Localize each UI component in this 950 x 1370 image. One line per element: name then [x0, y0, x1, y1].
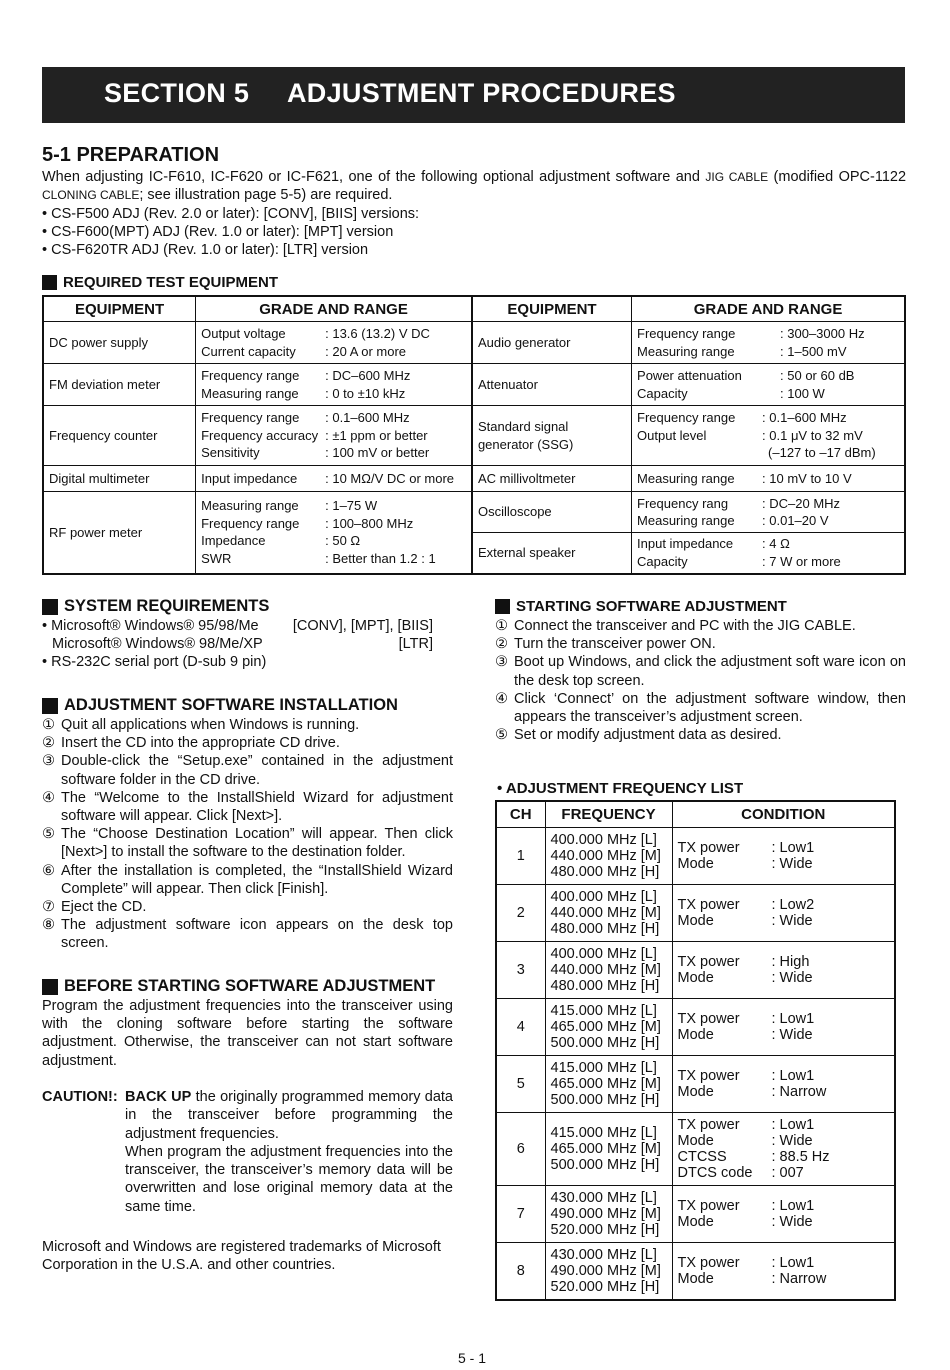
list-item: ⑥ After the installation is completed, the “InstallShield Wizard Complete” will appear. Then click [Finish].: [42, 862, 453, 897]
system-requirements-list: • Microsoft® Windows® 95/98/Me [CONV], [MPT], [BIIS] Microsoft® Windows® 98/Me/XP [LTR] • RS-232C serial port (D-sub 9 pin): [42, 618, 433, 671]
preparation-body: [42, 168, 906, 259]
frequency-table: [495, 800, 896, 1301]
square-bullet-icon: [42, 979, 58, 995]
software-bullet: • CS-F620TR ADJ (Rev. 1.0 or later): [LTR] version: [42, 242, 369, 259]
list-item: ① Connect the transceiver and PC with the JIG CABLE.: [495, 618, 856, 634]
table-row: RF power meter Measuring range : 1–75 W Frequency range : 100–800 MHz Impedance : 50 Ω SWR : Better than 1.2 : 1 Oscilloscope Frequency rang : DC–20 MHz Measuring range : 0.01–20 V: [43, 492, 905, 533]
software-bullet: • CS-F600(MPT) ADJ (Rev. 1.0 or later): [MPT] version: [42, 223, 394, 240]
installation-steps: [42, 716, 453, 953]
table-row: FM deviation meter Frequency range : DC–600 MHz Measuring range : 0 to ±10 kHz Attenuator Power attenuation : 50 or 60 dB Capacity : 100 W: [43, 364, 905, 406]
preparation-intro: When adjusting IC-F610, IC-F620 or IC-F621, one of the following optional adjustment software and JIG CABLE (modified OPC-1122 CLONING CABLE; see illustration page 5-5) are required.: [42, 169, 907, 204]
installation-heading: ADJUSTMENT SOFTWARE INSTALLATION: [42, 696, 398, 715]
equipment-table: [42, 295, 906, 575]
starting-adjustment-heading: STARTING SOFTWARE ADJUSTMENT: [495, 598, 787, 615]
list-item: ⑤ Set or modify adjustment data as desired.: [495, 727, 782, 744]
list-item: ⑦ Eject the CD.: [42, 899, 147, 916]
table-row: Frequency counter Frequency range : 0.1–600 MHz Frequency accuracy : ±1 ppm or better Sensitivity : 100 mV or better Standard signal generator (SSG) Frequency range : 0.1–600 MHz Output level : 0.1 μV to 32 mV (–127 to –17 dBm): [43, 406, 905, 466]
list-item: ② Insert the CD into the appropriate CD drive.: [42, 735, 340, 752]
before-starting-heading: BEFORE STARTING SOFTWARE ADJUSTMENT: [42, 977, 435, 996]
table-row: 3 400.000 MHz [L] 440.000 MHz [M] 480.000 MHz [H] TX power : High Mode : Wide: [496, 942, 895, 999]
table-row: Digital multimeter Input impedance : 10 MΩ/V DC or more AC millivoltmeter Measuring range : 10 mV to 10 V: [43, 466, 905, 492]
table-row: 4 415.000 MHz [L] 465.000 MHz [M] 500.000 MHz [H] TX power : Low1 Mode : Wide: [496, 999, 895, 1056]
list-item: ① Quit all applications when Windows is running.: [42, 717, 360, 733]
before-starting-body: Program the adjustment frequencies into the transceiver using with the cloning software before starting the software adjustment. Otherwise, the transceiver can not start software adjustment.: [42, 998, 453, 1069]
required-equipment-heading: REQUIRED TEST EQUIPMENT: [42, 274, 278, 291]
square-bullet-icon: [42, 698, 58, 714]
list-item: ⑤ The “Choose Destination Location” will appear. Then click [Next>] to install the software to the destination folder.: [42, 826, 453, 861]
page-number: 5 - 1: [458, 1350, 487, 1366]
software-bullet: • CS-F500 ADJ (Rev. 2.0 or later): [CONV], [BIIS] versions:: [42, 205, 420, 222]
trademark-note: Microsoft and Windows are registered trademarks of Microsoft Corporation in the U.S.A. and other countries.: [42, 1239, 441, 1274]
section-title: ADJUSTMENT PROCEDURES: [287, 78, 676, 108]
table-row: 5 415.000 MHz [L] 465.000 MHz [M] 500.000 MHz [H] TX power : Low1 Mode : Narrow: [496, 1056, 895, 1113]
square-bullet-icon: [42, 275, 57, 290]
section-banner: [42, 67, 905, 123]
list-item: ④ Click ‘Connect’ on the adjustment software window, then appears the transceiver’s adjustment screen.: [495, 690, 906, 726]
frequency-table-header: CH FREQUENCY CONDITION: [496, 801, 895, 828]
list-item: ③ Double-click the “Setup.exe” contained in the adjustment software folder in the CD drive.: [42, 753, 453, 788]
list-item: ④ The “Welcome to the InstallShield Wizard for adjustment software will appear. Click [Next>].: [42, 789, 453, 825]
table-row: 6 415.000 MHz [L] 465.000 MHz [M] 500.000 MHz [H] TX power : Low1 Mode : Wide CTCSS : 88.5 Hz DTCS code : 007: [496, 1113, 895, 1186]
table-row: 8 430.000 MHz [L] 490.000 MHz [M] 520.000 MHz [H] TX power : Low1 Mode : Narrow: [496, 1243, 895, 1300]
table-row: DC power supply Output voltage : 13.6 (13.2) V DC Current capacity : 20 A or more Audio generator Frequency range : 300–3000 Hz Measuring range : 1–500 mV: [43, 322, 905, 364]
preparation-heading: 5-1 PREPARATION: [42, 144, 220, 166]
table-row: External speaker Input impedance : 4 Ω Capacity : 7 W or more: [43, 533, 905, 574]
table-row: 1 400.000 MHz [L] 440.000 MHz [M] 480.000 MHz [H] TX power : Low1 Mode : Wide: [496, 828, 895, 885]
section-number: SECTION 5: [104, 78, 250, 108]
caution-note: CAUTION!: BACK UP the originally programmed memory data in the transceiver before programming the adjustment frequencies. When program the adjustment frequencies into the transceiver, the transceiver’s memory data will be overwritten and lose original memory data at the same time.: [42, 1089, 454, 1215]
table-row: 2 400.000 MHz [L] 440.000 MHz [M] 480.000 MHz [H] TX power : Low2 Mode : Wide: [496, 885, 895, 942]
list-item: ③ Boot up Windows, and click the adjustment soft ware icon on the desk top screen.: [495, 654, 906, 689]
square-bullet-icon: [42, 599, 58, 615]
list-item: ② Turn the transceiver power ON.: [495, 636, 716, 653]
equipment-table-header: EQUIPMENT GRADE AND RANGE EQUIPMENT GRADE AND RANGE: [43, 296, 905, 322]
list-item: ⑧ The adjustment software icon appears on the desk top screen.: [42, 917, 453, 952]
table-row: 7 430.000 MHz [L] 490.000 MHz [M] 520.000 MHz [H] TX power : Low1 Mode : Wide: [496, 1186, 895, 1243]
square-bullet-icon: [495, 599, 510, 614]
frequency-list-heading: • ADJUSTMENT FREQUENCY LIST: [497, 780, 744, 797]
system-requirements-heading: SYSTEM REQUIREMENTS: [42, 597, 269, 616]
starting-steps: [495, 617, 906, 744]
